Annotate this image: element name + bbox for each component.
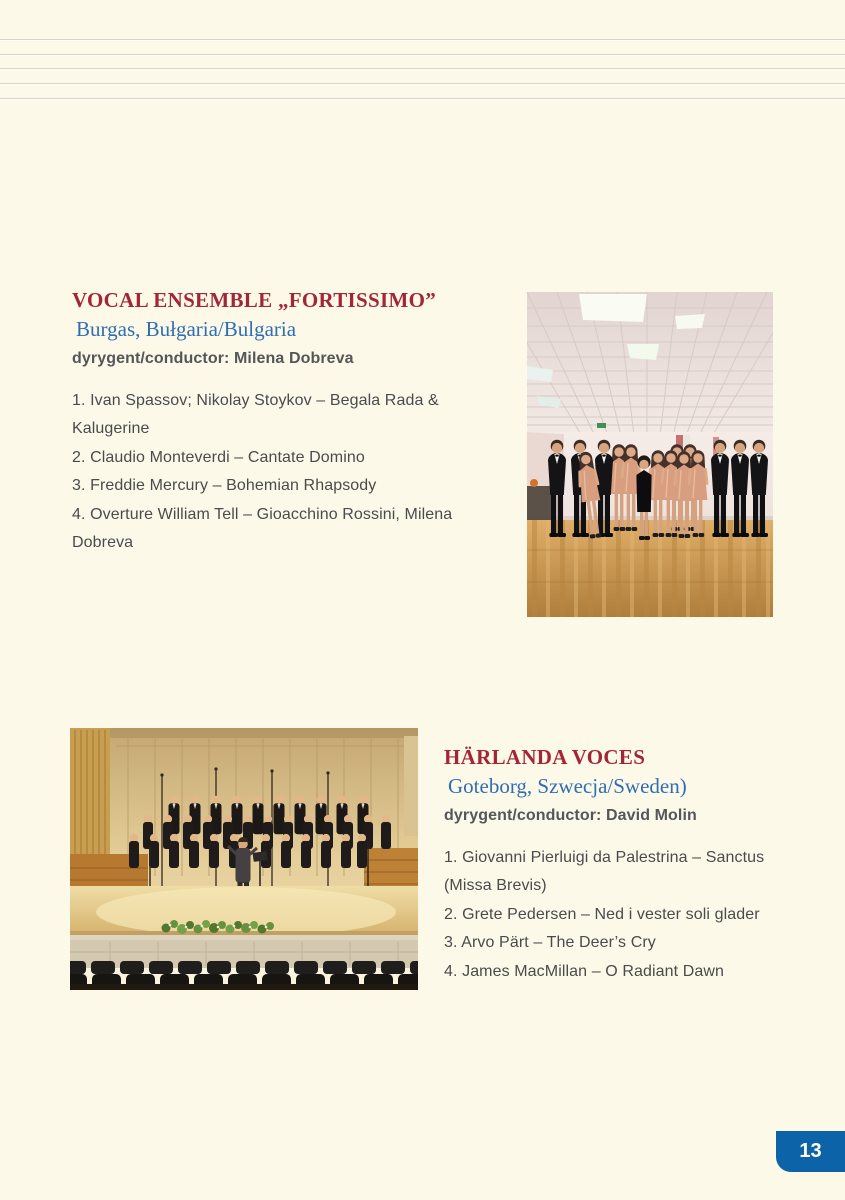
repertoire-item: 2. Grete Pedersen – Ned i vester soli glader	[444, 905, 760, 923]
repertoire-list	[444, 844, 800, 986]
repertoire-item: 1. Giovanni Pierluigi da Palestrina – Sanctus (Missa Brevis)	[444, 849, 765, 895]
conductor-line: dyrygent/conductor: David Molin	[444, 807, 697, 824]
choir-photo-illustration	[527, 292, 773, 617]
stage-photo-illustration	[70, 728, 418, 990]
staff-line	[0, 68, 845, 69]
repertoire-item: 3. Arvo Pärt – The Deer’s Cry	[444, 934, 656, 952]
choir-photo-harlanda	[70, 728, 418, 990]
conductor-line: dyrygent/conductor: Milena Dobreva	[72, 350, 354, 367]
staff-line	[0, 54, 845, 55]
ensemble-section-harlanda	[444, 745, 806, 986]
page-number-badge: 13	[776, 1131, 845, 1172]
ensemble-title: HÄRLANDA VOCES	[444, 745, 646, 769]
staff-line	[0, 98, 845, 99]
repertoire-item: 4. James MacMillan – O Radiant Dawn	[444, 962, 725, 980]
repertoire-item: 2. Claudio Monteverdi – Cantate Domino	[72, 448, 365, 466]
choir-photo-fortissimo	[527, 292, 773, 617]
repertoire-list	[72, 387, 470, 557]
repertoire-item: 4. Overture William Tell – Gioacchino Rossini, Milena Dobreva	[72, 505, 453, 552]
ensemble-title: VOCAL ENSEMBLE „FORTISSIMO”	[72, 288, 437, 312]
repertoire-item: 3. Freddie Mercury – Bohemian Rhapsody	[72, 477, 377, 495]
ensemble-section-fortissimo	[72, 288, 474, 557]
staff-line	[0, 83, 845, 84]
staff-line	[0, 39, 845, 40]
repertoire-item: 1. Ivan Spassov; Nikolay Stoykov – Begala Rada & Kalugerine	[72, 392, 439, 438]
ensemble-origin: Burgas, Bułgaria/Bulgaria	[76, 317, 297, 341]
ensemble-origin: Goteborg, Szwecja/Sweden)	[448, 774, 687, 798]
